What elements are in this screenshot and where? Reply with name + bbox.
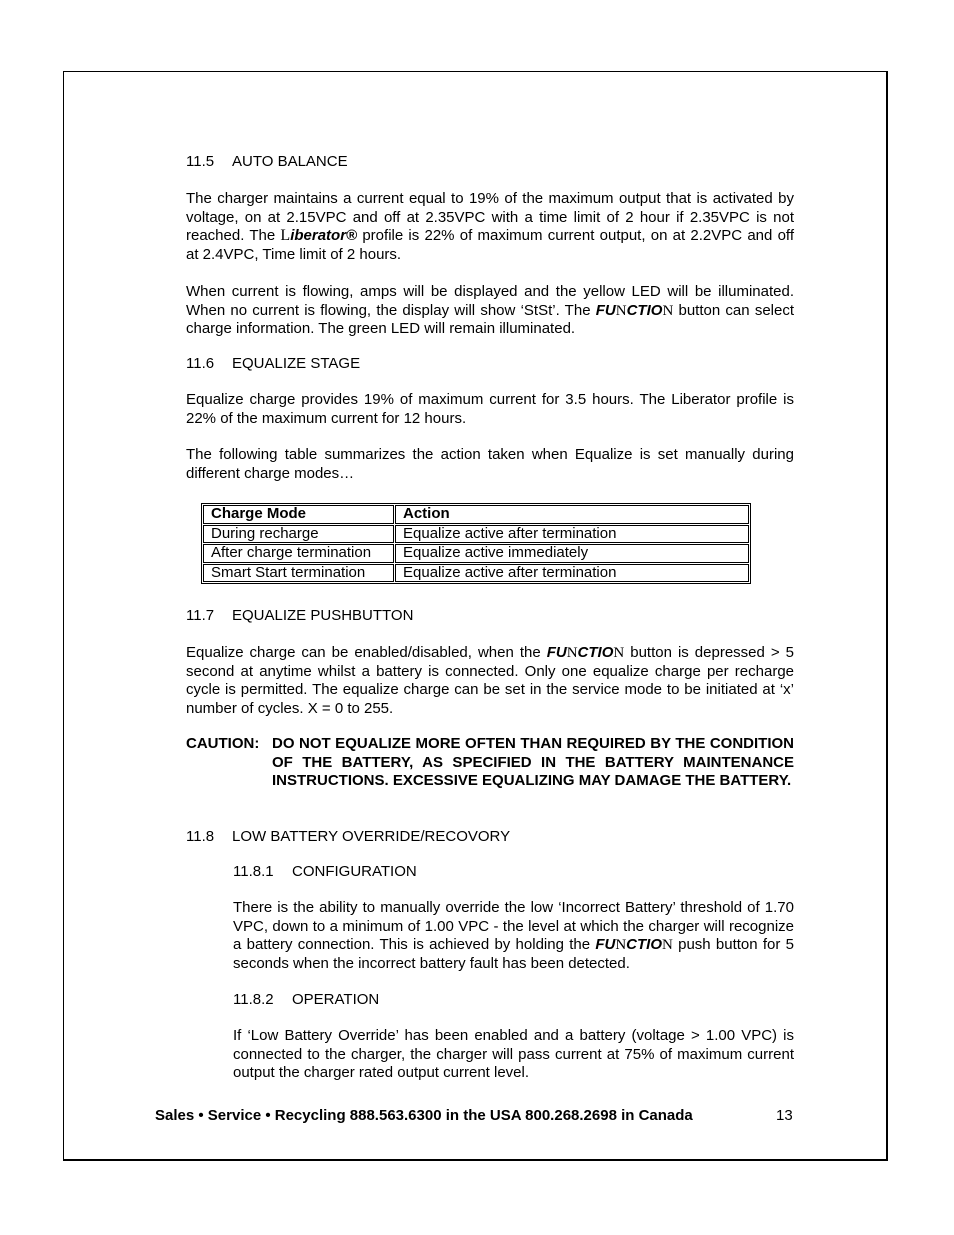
footer-contact: Sales • Service • Recycling 888.563.6300 in the USA 800.268.2698 in Canada — [155, 1107, 693, 1124]
heading-11-8-2: 11.8.2 OPERATION — [233, 991, 380, 1008]
table-cell: After charge termination — [203, 544, 394, 563]
paragraph-equalize-pushbutton: Equalize charge can be enabled/disabled, when the FUNCTION button is depressed > 5 second at anytime whilst a battery is connected. Only one equalize charge per recharge cycle is permitted. The equalize charge can be set in the service mode to be initiated at ‘x’ number of cycles. X = 0 to 255. — [186, 644, 794, 717]
table-cell: Equalize active immediately — [395, 544, 749, 563]
paragraph-auto-balance: The charger maintains a current equal to 19% of the maximum output that is activated by voltage, on at 2.15VPC and off at 2.35VPC with a time limit of 2 hour if 2.35VPC is not reached. The Liberator® profile is 22% of maximum current output, on at 2.2VPC and off at 2.4VPC, Time limit of 2 hours. — [186, 190, 794, 263]
heading-11-8: 11.8 LOW BATTERY OVERRIDE/RECOVORY — [186, 828, 511, 845]
paragraph-current-display: When current is flowing, amps will be displayed and the yellow LED will be illuminated. When no current is flowing, the display will show ‘StSt’. The FUNCTION button can select charge information. The green LED will remain illuminated. — [186, 283, 794, 337]
heading-11-7: 11.7 EQUALIZE PUSHBUTTON — [186, 607, 414, 624]
caution-label: CAUTION: — [186, 735, 260, 752]
paragraph-operation: If ‘Low Battery Override’ has been enabled and a battery (voltage > 1.00 VPC) is connected to the charger, the charger will pass current at 75% of maximum current output the charger rated output current level. — [233, 1027, 794, 1081]
table-row — [203, 564, 749, 583]
table-row — [203, 525, 749, 544]
heading-11-8-1: 11.8.1 CONFIGURATION — [233, 863, 417, 880]
table-cell: Smart Start termination — [203, 564, 394, 583]
paragraph-configuration: There is the ability to manually override the low ‘Incorrect Battery’ threshold of 1.70 VPC, down to a minimum of 1.00 VPC - the level at which the charger will recognize a battery connection. This is achieved by holding the FUNCTION push button for 5 seconds when the incorrect battery fault has been detected. — [233, 899, 794, 972]
table-header-cell: Charge Mode — [203, 505, 394, 524]
page-number: 13 — [776, 1107, 793, 1124]
table-cell: Equalize active after termination — [395, 564, 749, 583]
charge-mode-table — [201, 503, 751, 584]
function-button-name: FUNCTION — [546, 644, 625, 661]
heading-11-6: 11.6 EQUALIZE STAGE — [186, 355, 361, 372]
table-header-row — [203, 505, 749, 524]
function-button-name: FUNCTION — [595, 301, 674, 319]
table-row — [203, 544, 749, 563]
caution-notice — [186, 735, 794, 791]
function-button-name: FUNCTION — [595, 936, 673, 953]
paragraph-equalize-charge: Equalize charge provides 19% of maximum current for 3.5 hours. The Liberator profile is 22% of the maximum current for 12 hours. — [186, 391, 794, 427]
table-cell: During recharge — [203, 525, 394, 544]
caution-text: DO NOT EQUALIZE MORE OFTEN THAN REQUIRED BY THE CONDITION OF THE BATTERY, AS SPECIFIED IN THE BATTERY MAINTENANCE INSTRUCTIONS. EXCESSIVE EQUALIZING MAY DAMAGE THE BATTERY. — [272, 735, 794, 789]
table-cell: Equalize active after termination — [395, 525, 749, 544]
heading-11-5: 11.5 AUTO BALANCE — [186, 153, 348, 170]
paragraph-table-intro: The following table summarizes the action taken when Equalize is set manually during different charge modes… — [186, 446, 794, 482]
table-header-cell: Action — [395, 505, 749, 524]
